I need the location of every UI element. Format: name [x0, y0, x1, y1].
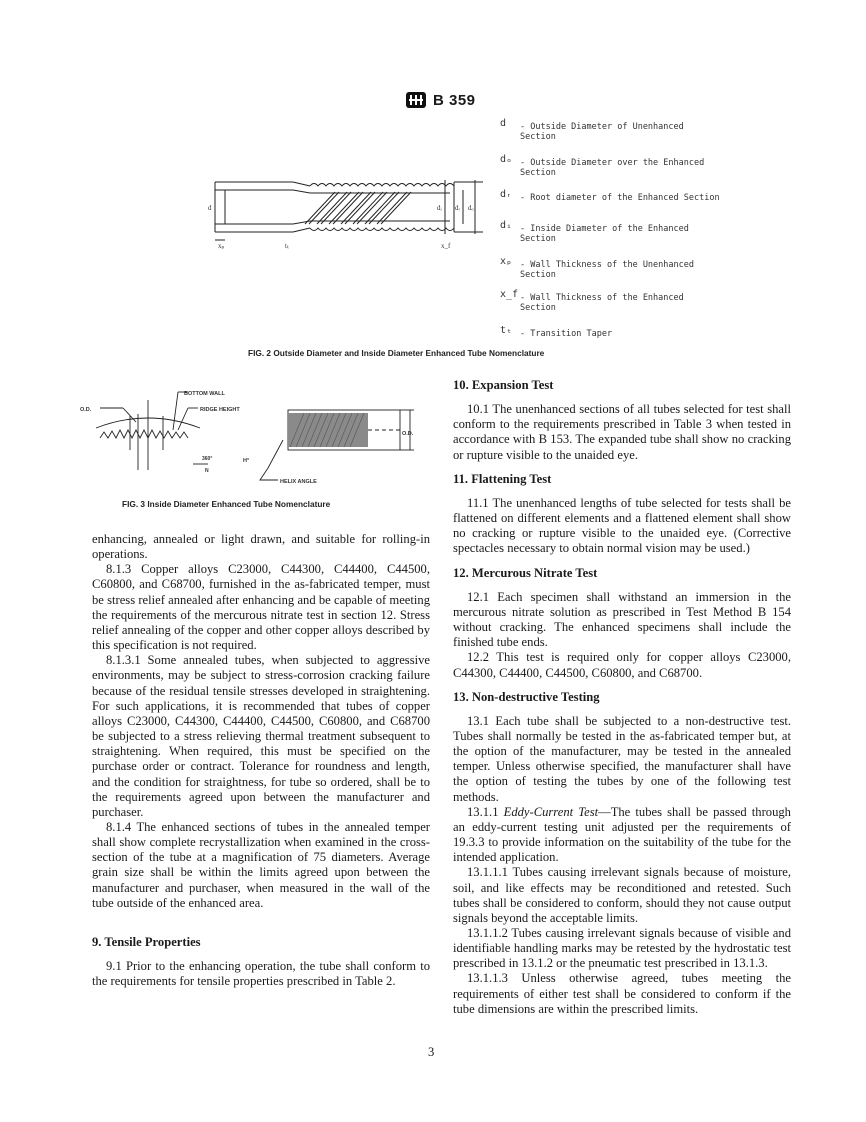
fig3-label-h: H° — [243, 458, 250, 464]
legend-symbol: x_f — [500, 289, 519, 300]
fig2-tube-drawing — [205, 170, 495, 250]
fig2-label-d: d — [208, 204, 212, 212]
astm-logo-icon — [405, 90, 427, 110]
paragraph-9-1: 9.1 Prior to the enhancing operation, the tube shall conform to the requirements for tensile properties prescribed in Table 2. — [92, 959, 430, 989]
designation: B 359 — [433, 91, 476, 109]
legend-definition: - Outside Diameter over the Enhanced Section — [520, 158, 705, 178]
section-heading-13: 13. Non-destructive Testing — [453, 689, 600, 704]
fig2-caption: FIG. 2 Outside Diameter and Inside Diameter Enhanced Tube Nomenclature — [248, 348, 545, 358]
paragraph-13-1-1-title: Eddy-Current Test — [503, 804, 599, 819]
paragraph-13-1-1-text: —The tubes shall be passed through an eddy-current testing unit adjusted per the requirements of 19.3.3 to provide information on the suitability of the tube for the intended application. — [453, 804, 791, 865]
right-column — [453, 378, 791, 1017]
paragraph-12-2: 12.2 This test is required only for copper alloys C23000, C44300, C44400, C44500, C60800, and C68700. — [453, 650, 791, 680]
legend-symbol: dₒ — [500, 154, 513, 165]
section-heading-11: 11. Flattening Test — [453, 471, 552, 486]
fig3-label-ridge-height: RIDGE HEIGHT — [200, 407, 240, 413]
paragraph-13-1-1-1: 13.1.1.1 Tubes causing irrelevant signals because of moisture, soil, and like effects may be reconditioned and retested. Such tubes shall be considered to conform, should they not cause output signals beyond the acceptable limits. — [453, 865, 791, 925]
fig3-label-helix-angle: HELIX ANGLE — [280, 479, 317, 485]
paragraph-13-1-1-2: 13.1.1.2 Tubes causing irrelevant signals because of visible and identifiable handling marks may be retested by the hydrostatic test prescribed in 13.1.2 or the pneumatic test prescribed in 13.1.3. — [453, 926, 791, 971]
fig3-label-od-left: O.D. — [80, 407, 92, 413]
paragraph-8-1-3-1: 8.1.3.1 Some annealed tubes, when subjected to aggressive environments, may be subject to stress-corrosion cracking failure because of the residual tensile stresses developed in straightening. For such applications, it is recommended that tubes of copper alloys C23000, C44300, C44400, C44500, C60800, and C68700 be subjected to a stress relieving thermal treatment subsequent to straightening. When required, this must be specified on the purchase order or contract. Tolerance for roundness and length, and the condition for straightness, for tube so ordered, shall be to the requirements agreed upon between the manufacturer and purchaser. — [92, 653, 430, 819]
paragraph-10-1: 10.1 The unenhanced sections of all tubes selected for test shall conform to the requirements prescribed in Table 3 when tested in accordance with B 153. The expanded tube shall show no cracking or rupture visible to the unaided eye. — [453, 402, 791, 462]
paragraph-13-1-1-3: 13.1.1.3 Unless otherwise agreed, tubes meeting the requirements of either test shall be considered to conform if the tube dimensions are within the prescribed limits. — [453, 971, 791, 1016]
fig2-label-xf: x_f — [441, 242, 451, 250]
page-number: 3 — [428, 1045, 435, 1059]
paragraph-11-1: 11.1 The unenhanced lengths of tube selected for tests shall be flattened on different elements and a flattened element shall show no cracking or rupture visible to the unaided eye. (Corrective spectacles necessary to obtain normal vision may be used.) — [453, 495, 791, 556]
fig3-label-n: N — [205, 468, 209, 474]
section-heading-9: 9. Tensile Properties — [92, 934, 201, 949]
fig3-tube-drawing — [78, 380, 438, 490]
fig2-label-di: dᵢ — [437, 204, 442, 212]
paragraph-13-1-1 — [453, 805, 791, 866]
page-header — [405, 89, 476, 111]
fig2-label-dr: dᵣ — [455, 204, 461, 212]
fig3-label-od-right: O.D. — [402, 431, 414, 437]
fig3-caption: FIG. 3 Inside Diameter Enhanced Tube Nomenclature — [122, 499, 331, 509]
legend-definition: - Inside Diameter of the Enhanced Section — [520, 224, 689, 244]
paragraph-12-1: 12.1 Each specimen shall withstand an immersion in the mercurous nitrate solution as prescribed in Test Method B 154 without cracking. The enhanced specimens shall include the finished tube ends. — [453, 589, 791, 650]
section-heading-10: 10. Expansion Test — [453, 378, 554, 392]
legend-definition: - Wall Thickness of the Unenhanced Section — [520, 260, 694, 280]
paragraph-8-1-3: 8.1.3 Copper alloys C23000, C44300, C44400, C44500, C60800, and C68700, furnished in the as-fabricated temper, must be stress relief annealed after enhancing and be capable of meeting the requirements of the mercurous nitrate test in section 12. Stress relief annealing of the copper and other copper alloys described by this specification is not required. — [92, 562, 430, 653]
legend-symbol: xₚ — [500, 256, 513, 267]
legend-definition: - Root diameter of the Enhanced Section — [520, 193, 720, 203]
paragraph-13-1-1-number: 13.1.1 — [467, 804, 504, 819]
legend-definition: - Outside Diameter of Unenhanced Section — [520, 122, 684, 142]
fig2-label-xp: xₚ — [218, 242, 225, 250]
fig3-label-bottom-wall: BOTTOM WALL — [184, 391, 225, 397]
fig2-label-tt: tₜ — [285, 242, 290, 250]
paragraph-continued: enhancing, annealed or light drawn, and suitable for rolling-in operations. — [92, 532, 430, 562]
paragraph-8-1-4: 8.1.4 The enhanced sections of tubes in the annealed temper shall show complete recrystallization when examined in the cross-section of the tube at a magnification of 75 diameters. Average grain size shall be within the limits agreed upon between the manufacturer and purchaser, when measured in the wall of the tube outside of the enhanced area. — [92, 819, 430, 910]
fig2-label-do: dₒ — [468, 204, 474, 212]
legend-definition: - Transition Taper — [520, 329, 613, 339]
fig3-label-angle: 360° — [202, 456, 213, 462]
legend-symbol: dᵣ — [500, 189, 513, 200]
legend-symbol: d — [500, 118, 507, 129]
section-heading-12: 12. Mercurous Nitrate Test — [453, 565, 598, 580]
left-column — [92, 532, 430, 989]
legend-symbol: tₜ — [500, 325, 513, 336]
legend-definition: - Wall Thickness of the Enhanced Section — [520, 293, 684, 313]
legend-symbol: dᵢ — [500, 220, 513, 231]
paragraph-13-1: 13.1 Each tube shall be subjected to a non-destructive test. Tubes shall normally be tested in the as-fabricated temper but, at the option of the manufacturer, may be tested in the annealed temper. Unless otherwise specified, the manufacturer shall have the option of testing the tubes by one of the following test methods. — [453, 713, 791, 804]
